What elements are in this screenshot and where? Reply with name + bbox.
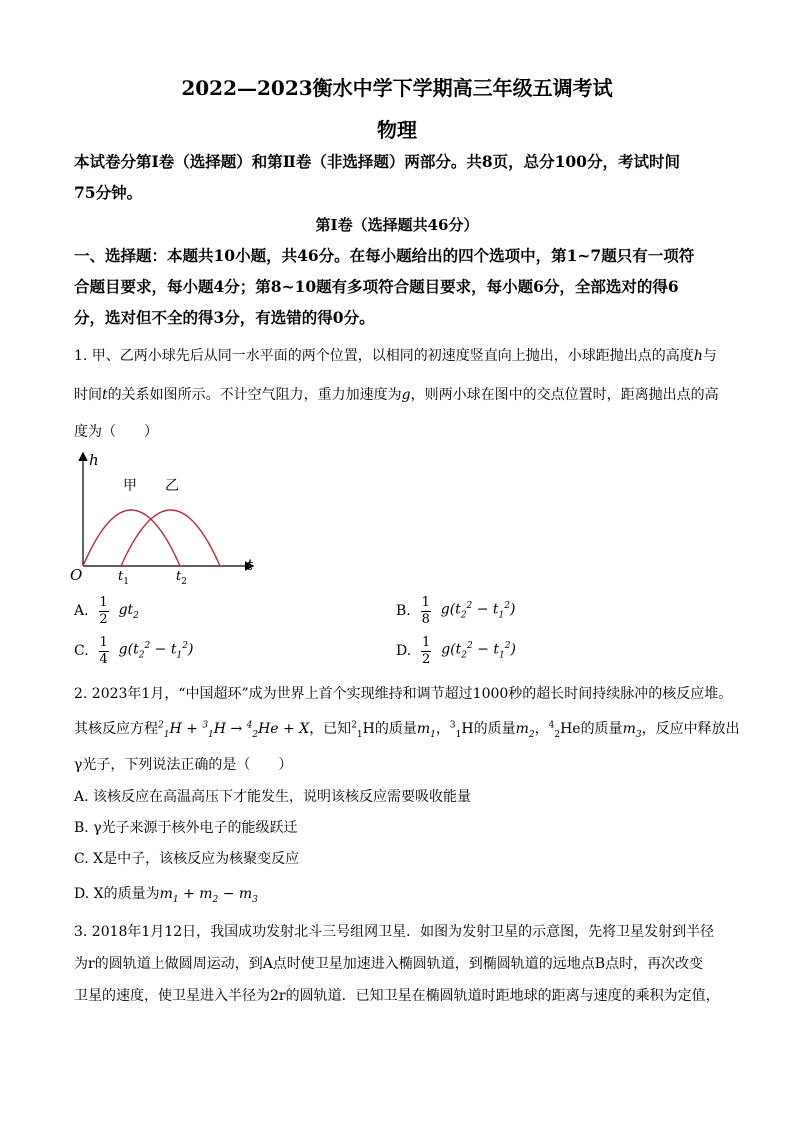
q2-line-1: 2. 2023年1月，“中国超环”成为世界上首个实现维持和调节超过1000秒的超长时间持续脉冲的核反应堆。 <box>74 686 733 702</box>
q2-line-3: γ光子，下列说法正确的是（ ） <box>74 757 293 773</box>
q1-option-b[interactable]: B. $\frac{1}{8}$ $g(t_2^2 - t_1^2)$ <box>396 595 516 627</box>
q2-option-d[interactable]: D. X的质量为$m_1 + m_2 - m_3$ <box>74 886 258 905</box>
q3-line-2: 为r的圆轨道上做圆周运动，到A点时使卫星加速进入椭圆轨道，到椭圆轨道的远地点B点时，再次改变 <box>74 956 704 972</box>
q3-line-1: 3. 2018年1月12日，我国成功发射北斗三号组网卫星．如图为发射卫星的示意图，先将卫星发射到半径 <box>74 924 715 940</box>
axis-t-label: t <box>247 556 254 574</box>
tick-t1: $t_1$ <box>118 569 129 587</box>
q1-line-3: 度为（ ） <box>74 424 158 440</box>
q1-line-2: 时间t的关系如图所示。不计空气阻力，重力加速度为g，则两小球在图中的交点位置时，距离抛出点的高 <box>74 387 719 403</box>
q1-graph <box>66 448 266 588</box>
intro-line-2: 75分钟。 <box>74 183 143 202</box>
q2-option-b[interactable]: B. γ光子来源于核外电子的能级跃迁 <box>74 820 298 836</box>
label-yi: 乙 <box>165 478 179 494</box>
instructions-line-1: 一、选择题：本题共10小题，共46分。在每小题给出的四个选项中，第1~7题只有一项符 <box>74 246 695 265</box>
q2-option-c[interactable]: C. X是中子，该核反应为核聚变反应 <box>74 851 300 867</box>
axis-h-label: h <box>89 451 99 469</box>
section-heading: 第Ⅰ卷（选择题共46分） <box>315 216 479 234</box>
q1-line-1: 1. 甲、乙两小球先后从同一水平面的两个位置，以相同的初速度竖直向上抛出，小球距抛出点的高度h与 <box>74 348 717 364</box>
origin-label: O <box>70 566 83 584</box>
label-jia: 甲 <box>123 478 137 494</box>
nuclear-equation: $^2_1$H + $^3_1$H → $^4_2$He + X <box>158 720 310 740</box>
instructions-line-3: 分，选对但不全的得3分，有选错的得0分。 <box>74 308 375 327</box>
instructions-line-2: 合题目要求，每小题4分；第8~10题有多项符合题目要求，每小题6分，全部选对的得6 <box>74 277 679 296</box>
curve-jia <box>83 510 180 566</box>
q1-option-a[interactable]: A. $\frac{1}{2}$ $gt_2$ <box>74 595 139 627</box>
subject-title: 物理 <box>377 118 417 142</box>
q3-line-3: 卫星的速度，使卫星进入半径为2r的圆轨道．已知卫星在椭圆轨道时距地球的距离与速度的乘积为定值， <box>74 988 720 1004</box>
q2-option-a[interactable]: A. 该核反应在高温高压下才能发生，说明该核反应需要吸收能量 <box>74 789 472 805</box>
exam-title: 2022—2023衡水中学下学期高三年级五调考试 <box>181 76 613 100</box>
curve-yi <box>121 510 220 566</box>
q1-option-d[interactable]: D. $\frac{1}{2}$ $g(t_2^2 - t_1^2)$ <box>396 635 516 667</box>
q2-line-2: 其核反应方程$^2_1$H + $^3_1$H → $^4_2$He + X，已知$^2_1$H的质量$m_1$，$^3_1$H的质量$m_2$，$^4_2$He的质量$m_3$，反应中释放出 <box>74 720 740 740</box>
intro-line-1: 本试卷分第Ⅰ卷（选择题）和第Ⅱ卷（非选择题）两部分。共8页，总分100分，考试时间 <box>74 152 680 171</box>
q1-option-c[interactable]: C. $\frac{1}{4}$ $g(t_2^2 - t_1^2)$ <box>74 635 194 667</box>
var-h: h <box>693 348 703 364</box>
tick-t2: $t_2$ <box>176 569 187 587</box>
